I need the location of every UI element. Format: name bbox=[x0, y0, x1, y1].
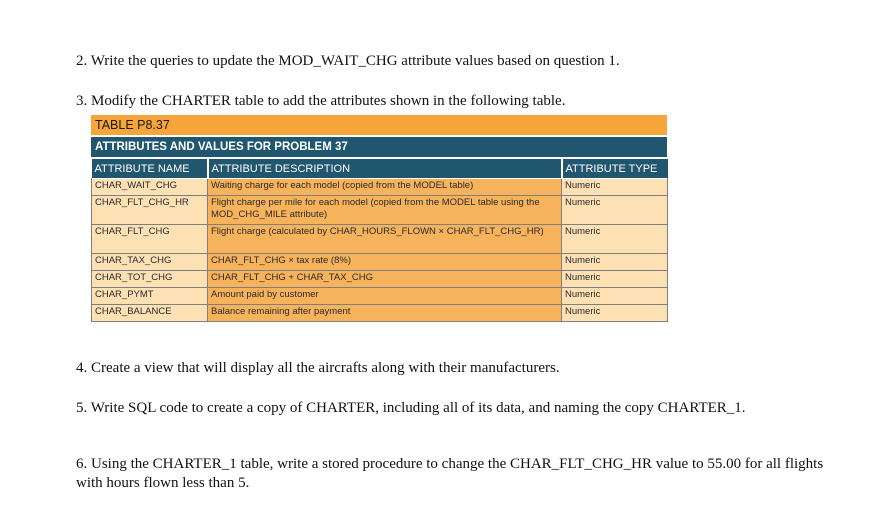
attributes-table bbox=[91, 115, 667, 322]
attributes-grid bbox=[91, 159, 668, 322]
table-row bbox=[92, 305, 668, 322]
attribute-name-cell: CHAR_TOT_CHG bbox=[92, 271, 208, 288]
attribute-type-cell: Numeric bbox=[562, 305, 668, 322]
attribute-description-cell: CHAR_FLT_CHG × tax rate (8%) bbox=[208, 254, 562, 271]
attribute-type-cell: Numeric bbox=[562, 288, 668, 305]
attribute-name-cell: CHAR_BALANCE bbox=[92, 305, 208, 322]
question-6: 6. Using the CHARTER_1 table, write a stored procedure to change the CHAR_FLT_CHG_HR value to 55.00 for all flights with hours flown less than 5. bbox=[76, 456, 824, 491]
attribute-name-cell: CHAR_FLT_CHG_HR bbox=[92, 196, 208, 225]
question-3: 3. Modify the CHARTER table to add the attributes shown in the following table. bbox=[76, 93, 566, 109]
attribute-description-cell: Amount paid by customer bbox=[208, 288, 562, 305]
attribute-description-cell: Flight charge (calculated by CHAR_HOURS_FLOWN × CHAR_FLT_CHG_HR) bbox=[208, 225, 562, 254]
header-attribute-description: ATTRIBUTE DESCRIPTION bbox=[208, 159, 562, 179]
table-title: ATTRIBUTES AND VALUES FOR PROBLEM 37 bbox=[91, 137, 667, 157]
table-header-row bbox=[92, 159, 668, 179]
attribute-description-cell: Flight charge per mile for each model (copied from the MODEL table using the MOD_CHG_MILE attribute) bbox=[208, 196, 562, 225]
attribute-type-cell: Numeric bbox=[562, 225, 668, 254]
attribute-description-cell: Waiting charge for each model (copied from the MODEL table) bbox=[208, 179, 562, 196]
table-row bbox=[92, 288, 668, 305]
attribute-name-cell: CHAR_TAX_CHG bbox=[92, 254, 208, 271]
table-label: TABLE P8.37 bbox=[91, 115, 667, 135]
attribute-type-cell: Numeric bbox=[562, 179, 668, 196]
question-2: 2. Write the queries to update the MOD_WAIT_CHG attribute values based on question 1. bbox=[76, 53, 620, 69]
attribute-description-cell: Balance remaining after payment bbox=[208, 305, 562, 322]
attribute-name-cell: CHAR_WAIT_CHG bbox=[92, 179, 208, 196]
attribute-type-cell: Numeric bbox=[562, 271, 668, 288]
attribute-type-cell: Numeric bbox=[562, 196, 668, 225]
attribute-name-cell: CHAR_FLT_CHG bbox=[92, 225, 208, 254]
attribute-description-cell: CHAR_FLT_CHG + CHAR_TAX_CHG bbox=[208, 271, 562, 288]
table-row bbox=[92, 196, 668, 225]
table-row bbox=[92, 225, 668, 254]
attribute-type-cell: Numeric bbox=[562, 254, 668, 271]
question-4: 4. Create a view that will display all the aircrafts along with their manufacturers. bbox=[76, 360, 560, 376]
header-attribute-type: ATTRIBUTE TYPE bbox=[562, 159, 668, 179]
table-row bbox=[92, 254, 668, 271]
header-attribute-name: ATTRIBUTE NAME bbox=[92, 159, 208, 179]
table-row bbox=[92, 179, 668, 196]
question-5: 5. Write SQL code to create a copy of CHARTER, including all of its data, and naming the copy CHARTER_1. bbox=[76, 400, 746, 416]
table-row bbox=[92, 271, 668, 288]
attribute-name-cell: CHAR_PYMT bbox=[92, 288, 208, 305]
